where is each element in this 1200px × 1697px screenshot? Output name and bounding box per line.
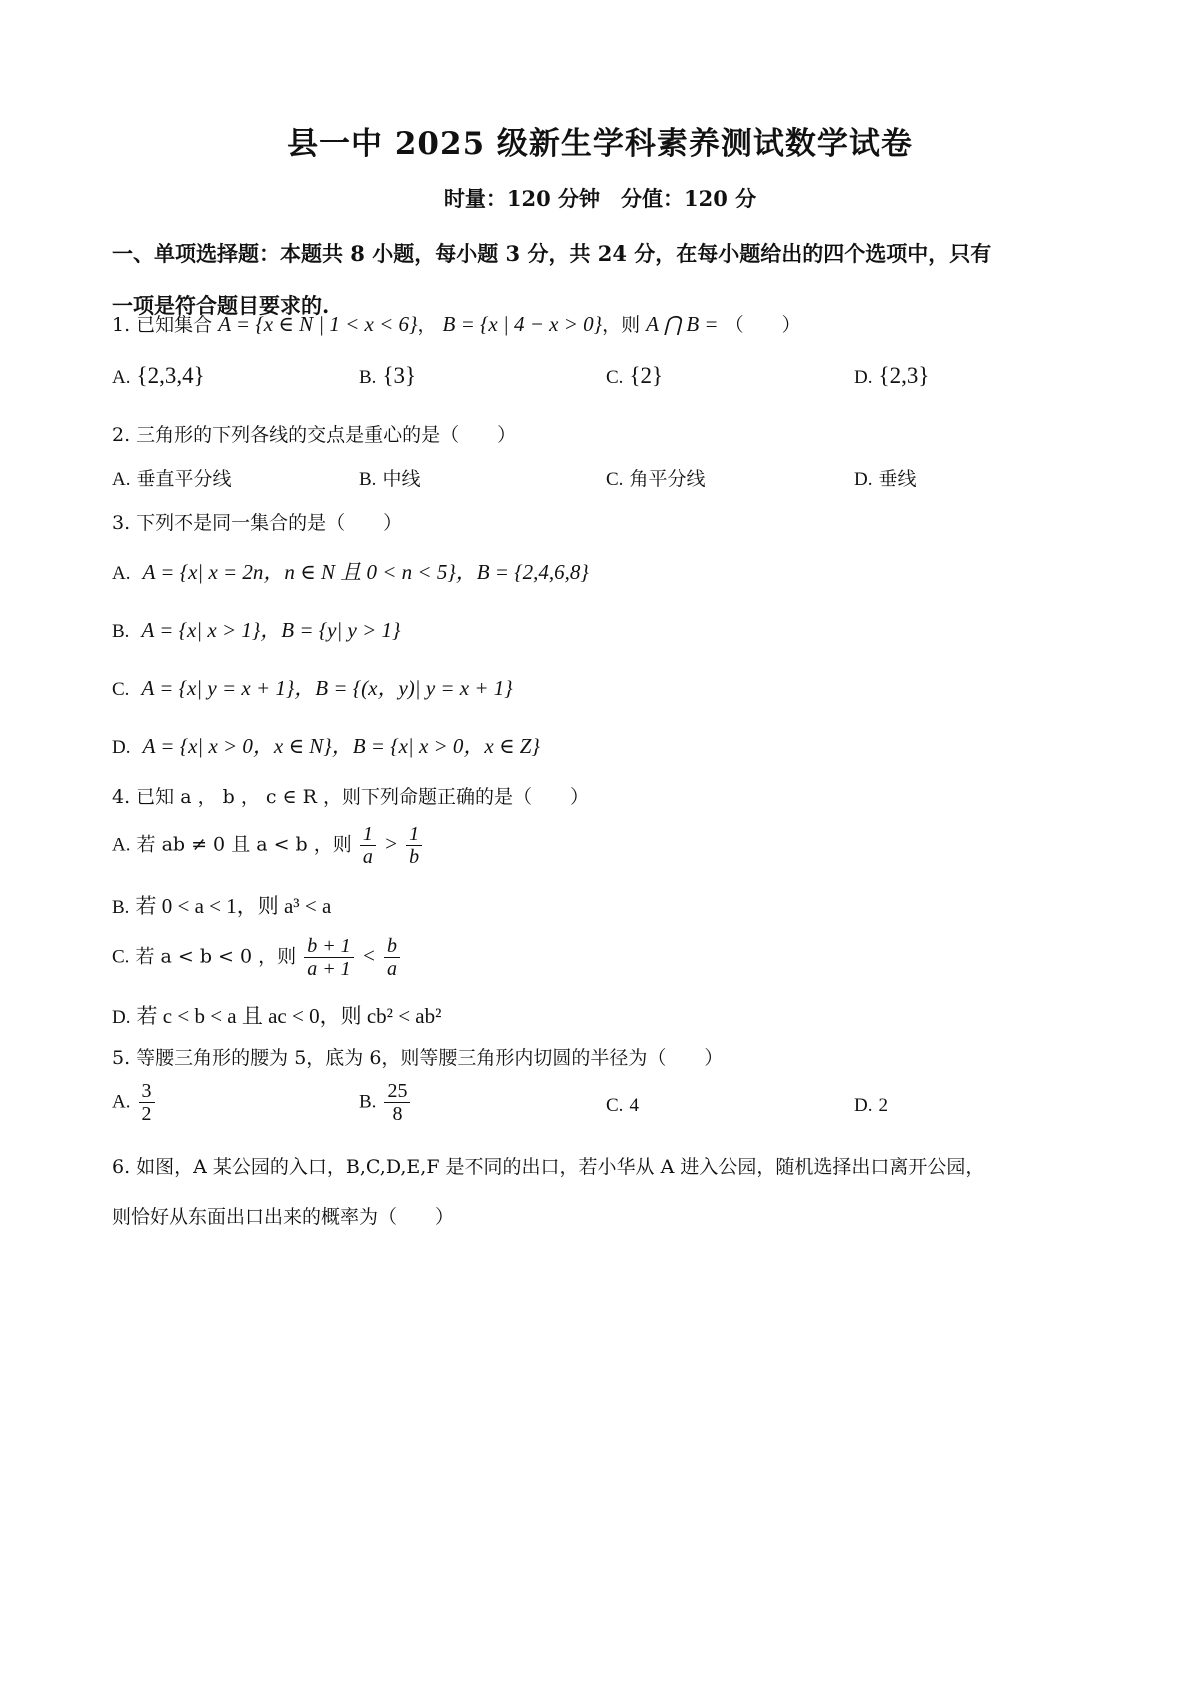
q1-prefix: 1. 已知集合	[112, 314, 213, 336]
q1-set-a: A = {x ∈ N | 1 < x < 6}	[218, 312, 418, 336]
q1-set-b: B = {x | 4 − x > 0}	[442, 312, 603, 336]
q4-option-b: B. 若 0 < a < 1，则 a³ < a	[112, 894, 332, 918]
q1-ask: A ⋂ B =	[646, 312, 719, 336]
q4c-frac-left: $\frac{b + 1}{a + 1}$	[304, 935, 354, 980]
question-3-stem: 3. 下列不是同一集合的是（ ）	[112, 512, 403, 534]
q1-blank: （ ）	[724, 314, 801, 336]
q3-option-a: A. A = {x| x = 2n，n ∈ N 且 0 < n < 5}，B = {2,4,6,8}	[112, 560, 589, 584]
q4a-frac-left: $\frac{1}{a}$	[360, 823, 376, 868]
question-4-stem: 4. 已知 a ， b ， c ∈ R ，则下列命题正确的是（ ）	[112, 786, 589, 808]
q4a-frac-right: $\frac{1}{b}$	[406, 823, 422, 868]
question-1-options	[112, 363, 1102, 403]
q1-option-a: A. {2,3,4}	[112, 363, 205, 388]
section-heading-line1: 一、单项选择题：本题共 8 小题，每小题 3 分，共 24 分，在每小题给出的四个选项中，只有	[112, 241, 992, 266]
q3-option-b: B. A = {x| x > 1}，B = {y| y > 1}	[112, 618, 401, 642]
q2-option-b: B. 中线	[359, 468, 421, 490]
q1-option-d: D. {2,3}	[854, 363, 930, 388]
question-6-stem-line1: 6. 如图，A 某公园的入口，B,C,D,E,F 是不同的出口，若小华从 A 进入公园，随机选择出口离开公园，	[112, 1156, 985, 1178]
question-1-stem	[112, 310, 1102, 337]
q1-option-c: C. {2}	[606, 363, 664, 388]
question-5-stem: 5. 等腰三角形的腰为 5，底为 6，则等腰三角形内切圆的半径为（ ）	[112, 1047, 724, 1069]
q2-option-d: D. 垂线	[854, 468, 917, 490]
q1-suffix: ，则	[602, 314, 641, 336]
q5-option-b: B. $\frac{25}{8}$	[359, 1080, 412, 1125]
question-5-options	[112, 1080, 1102, 1140]
q1-option-b: B. {3}	[359, 363, 417, 388]
question-2-stem: 2. 三角形的下列各线的交点是重心的是（ ）	[112, 424, 517, 446]
question-2-options	[112, 464, 1102, 504]
q2-option-c: C. 角平分线	[606, 468, 706, 490]
q4-option-a: A. 若 ab ≠ 0 且 a < b ，则 $\frac{1}{a}$ > $\frac{1}{b}$	[112, 823, 1102, 868]
q3-option-d: D. A = {x| x > 0，x ∈ N}，B = {x| x > 0，x ∈ Z}	[112, 734, 540, 758]
q4-option-c: C. 若 a < b < 0 ，则 $\frac{b + 1}{a + 1}$ < $\frac{b}{a}$	[112, 935, 1102, 980]
exam-time-and-score: 时量：120 分钟 分值：120 分	[443, 186, 757, 211]
q5-option-d: D. 2	[854, 1095, 889, 1116]
q4c-frac-right: $\frac{b}{a}$	[384, 935, 400, 980]
q3-option-c: C. A = {x| y = x + 1}，B = {(x，y)| y = x + 1}	[112, 676, 513, 700]
q2-option-a: A. 垂直平分线	[112, 468, 232, 490]
q4-option-d: D. 若 c < b < a 且 ac < 0，则 cb² < ab²	[112, 1004, 442, 1028]
q1-sep: ，	[417, 314, 437, 336]
q5-option-a: A. $\frac{3}{2}$	[112, 1080, 157, 1125]
page-title: 县一中 2025 级新生学科素养测试数学试卷	[287, 126, 913, 162]
q5-option-c: C. 4	[606, 1095, 639, 1116]
section-heading-line2: 一项是符合题目要求的.	[112, 293, 330, 318]
question-6-stem-line2: 则恰好从东面出口出来的概率为（ ）	[112, 1206, 455, 1228]
